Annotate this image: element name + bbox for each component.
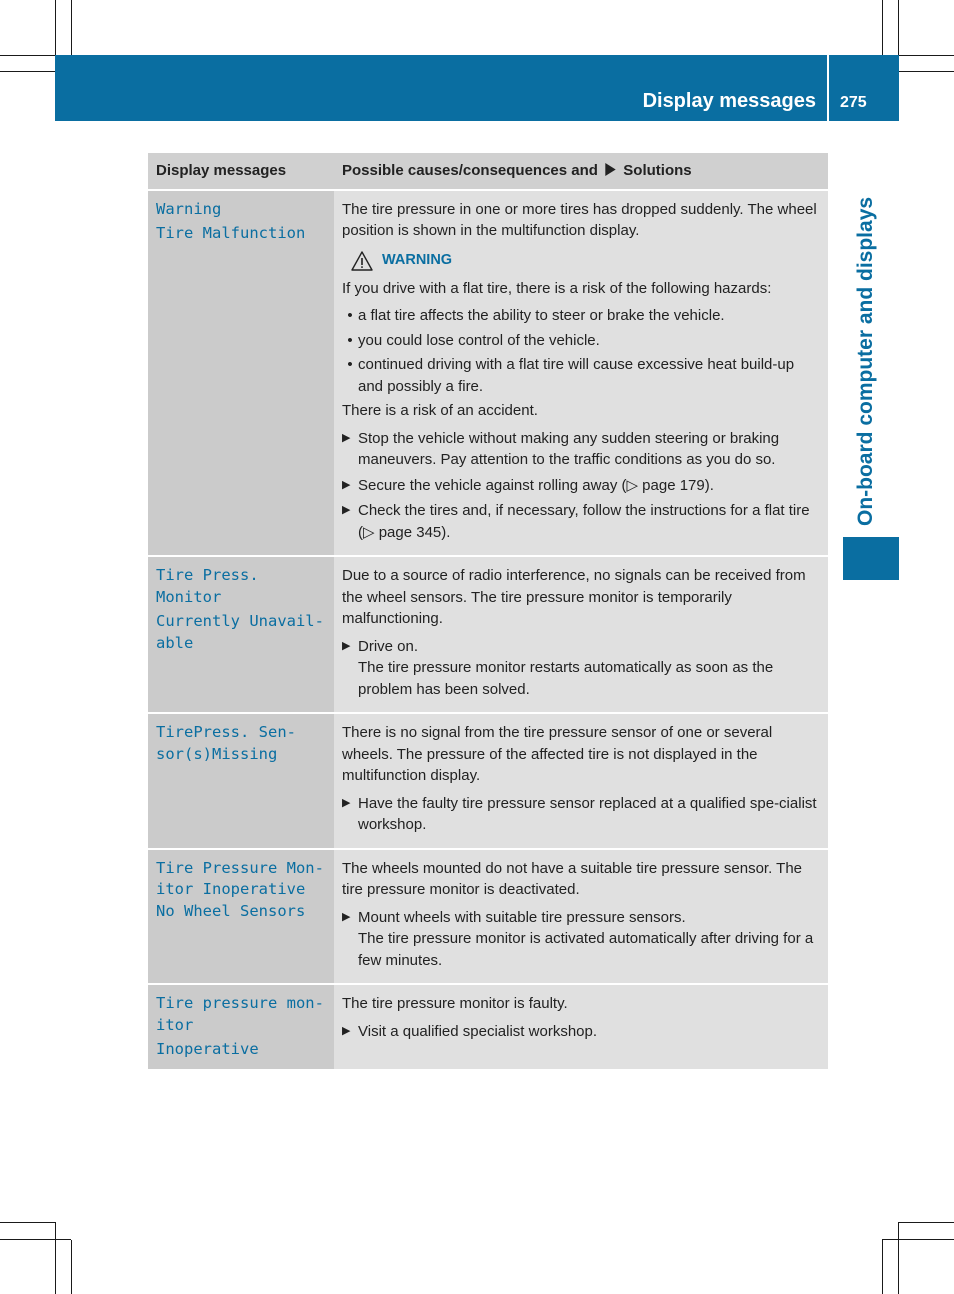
display-message-text: Inoperative [156,1040,259,1058]
section-tab-marker [843,537,899,580]
crop-mark [55,1222,56,1294]
triangle-arrow-icon: ▶ [342,910,351,923]
hazard-bullet [342,330,822,352]
solution-detail: The tire pressure monitor restarts automatically as soon as the problem has been solved. [358,659,774,698]
column-header-causes [334,153,828,190]
message-cell [148,190,334,557]
cause-text: The wheels mounted do not have a suitable tire pressure sensor. The tire pressure monitor is deactivated. [342,859,802,898]
cause-text: The tire pressure in one or more tires has dropped suddenly. The wheel position is shown in the multifunction display. [342,200,817,239]
causes-cell [334,713,828,849]
bullet-dot-icon: • [347,331,353,349]
crop-mark [0,55,55,56]
triangle-arrow-icon [604,163,617,176]
solution-body [358,636,822,701]
display-message-text: Currently Unavail-able [156,612,324,652]
solution-text: Stop the vehicle without making any sudden steering or braking maneuvers. Pay attention to the traffic conditions as you do so. [358,429,780,468]
triangle-arrow-icon: ▶ [342,639,351,652]
causes-cell [334,849,828,985]
warning-label: WARNING [382,251,453,268]
hazard-bullet [342,305,822,327]
column-header-causes-suffix: Solutions [623,162,692,179]
solution-text: Check the tires and, if necessary, follow the instructions for a flat tire (▷ page 345). [358,502,810,541]
crop-mark [898,0,899,55]
display-message-text: Tire Press. Monitor [156,566,259,606]
display-messages-table [148,153,828,1069]
display-message-text: TirePress. Sen-sor(s)Missing [156,723,296,763]
crop-mark [55,0,56,55]
page-number: 275 [840,94,867,111]
triangle-arrow-icon: ▶ [342,504,351,516]
hazard-text: continued driving with a flat tire will cause excessive heat build-up and possibly a fire. [358,356,795,395]
solution-step [342,428,822,471]
bullet-dot-icon: • [347,307,353,324]
solution-text: Drive on. [358,637,419,655]
display-message-text: Tire Pressure Mon-itor Inoperative No Wheel Sensors [156,858,324,920]
message-cell [148,556,334,713]
triangle-arrow-icon: ▶ [342,796,351,809]
crop-mark [882,1239,954,1240]
message-cell [148,984,334,1069]
solution-text: Visit a qualified specialist workshop. [358,1022,598,1040]
hazard-text: you could lose control of the vehicle. [358,331,600,349]
crop-mark [899,1222,954,1223]
risk-text: There is a risk of an accident. [342,402,538,419]
message-cell [148,713,334,849]
causes-cell [334,984,828,1069]
table-row [148,984,828,1069]
solution-text: Mount wheels with suitable tire pressure sensors. [358,908,686,926]
warning-heading [350,250,822,272]
bullet-dot-icon: • [347,356,353,373]
table-row [148,190,828,557]
causes-cell [334,556,828,713]
table-row [148,556,828,713]
causes-cell [334,190,828,557]
solution-body [358,907,822,972]
hazard-text: a flat tire affects the ability to steer or brake the vehicle. [358,307,725,324]
crop-mark [882,1240,883,1294]
hazard-bullet [342,354,822,397]
column-header-messages: Display messages [148,153,334,190]
table-row [148,849,828,985]
solution-step [342,475,822,497]
warning-triangle-icon [350,250,374,272]
cause-text: Due to a source of radio interference, no signals can be received from the wheel sensors. The tire pressure monitor is temporarily malfunctioning. [342,567,806,627]
triangle-arrow-icon: ▶ [342,1024,351,1037]
table-header-row [148,153,828,190]
cause-text: The tire pressure monitor is faulty. [342,995,568,1012]
crop-mark [0,1239,71,1240]
crop-mark [898,1222,899,1294]
crop-mark [71,0,72,55]
crop-mark [899,55,954,56]
header-divider [827,55,829,121]
solution-step [342,1021,822,1043]
triangle-arrow-icon: ▶ [342,431,351,444]
solution-text: Have the faulty tire pressure sensor replaced at a qualified spe-cialist workshop. [358,794,817,833]
solution-step [342,636,822,701]
solution-step [342,793,822,836]
solution-text: Secure the vehicle against rolling away (▷ page 179). [358,476,714,494]
cause-text: There is no signal from the tire pressure sensor of one or several wheels. The pressure of the affected tire is not displayed in the multifunction display. [342,724,773,784]
display-message-text: Tire pressure mon-itor [156,994,324,1034]
solution-step [342,500,822,543]
crop-mark [882,0,883,55]
triangle-arrow-icon: ▶ [342,478,351,491]
crop-mark [899,71,954,72]
display-message-text: Tire Malfunction [156,224,306,242]
column-header-causes-prefix: Possible causes/consequences and [342,162,598,179]
crop-mark [0,71,55,72]
crop-mark [71,1240,72,1294]
solution-step [342,907,822,972]
page-title: Display messages [642,90,816,112]
section-side-title: On-board computer and displays [854,196,877,526]
message-cell [148,849,334,985]
solution-detail: The tire pressure monitor is activated automatically after driving for a few minutes. [358,930,814,969]
display-message-text: Warning [156,199,222,218]
crop-mark [0,1222,55,1223]
table-row [148,713,828,849]
warning-text: If you drive with a flat tire, there is a risk of the following hazards: [342,279,772,297]
